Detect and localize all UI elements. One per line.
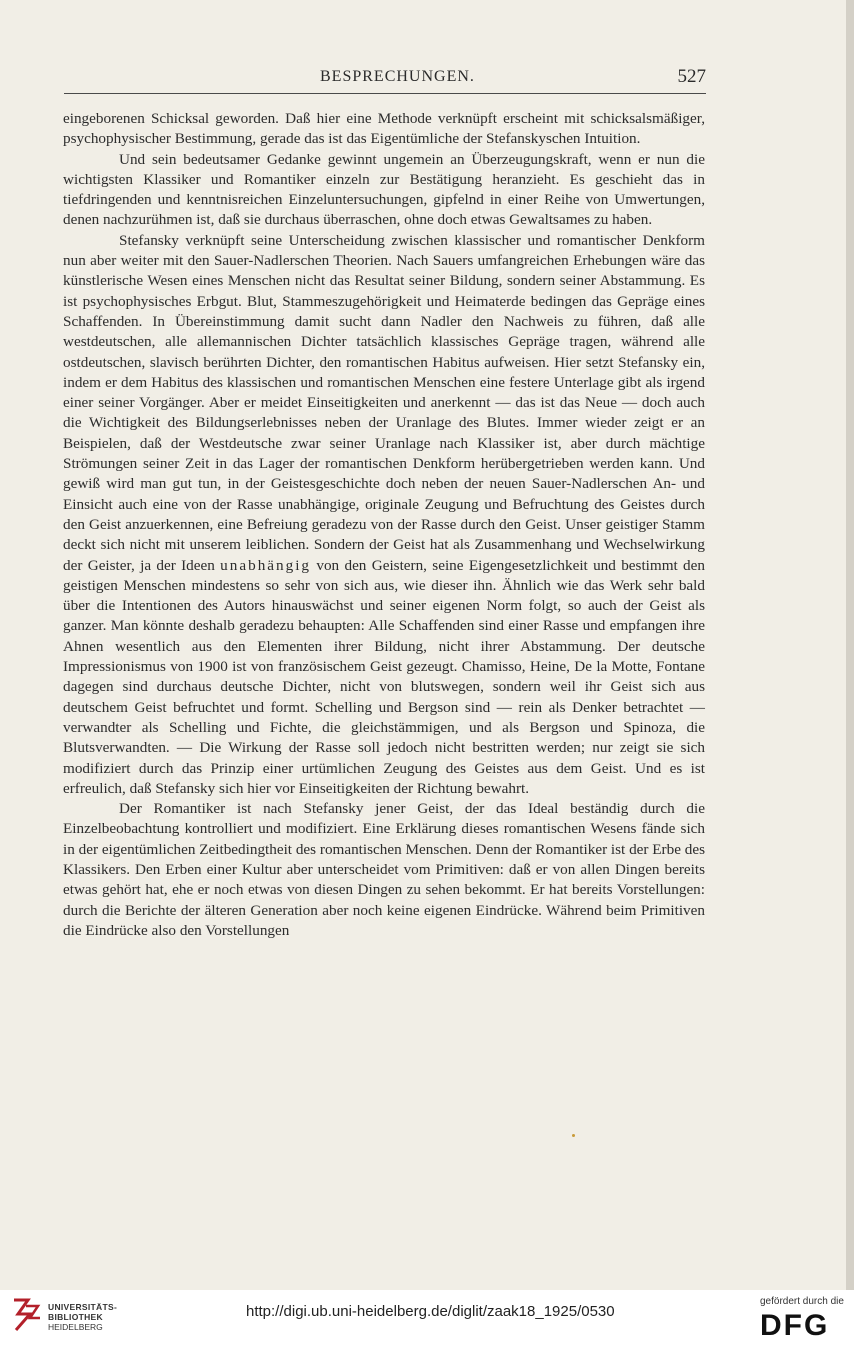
- viewer-footer: [0, 1290, 854, 1350]
- library-name: [48, 1302, 117, 1332]
- page-edge-shadow: [846, 0, 854, 1290]
- paragraph-3-part-1: Stefansky verknüpft seine Unterscheidung zwischen klassischer und romantischer Denkform nun aber weiter mit den Sauer-Nadlerschen Theorien. Nach Sauers umfangreichen Erhebungen wäre das künstlerische Wesen eines Menschen nicht das Resultat seiner Bildung, sondern seiner Abstammung. Es ist psychophysisches Erbgut. Blut, Stammeszugehörigkeit und Heimaterde bedingen das Gepräge eines Schaffenden. In Übereinstimmung damit sucht dann Nadler den Nachweis zu führen, daß alle westdeutschen, alle allemannischen Dichter tatsächlich klassisches Gepräge tragen, während alle ostdeutschen, slavisch berührten Dichter, den romantischen Habitus aufweisen. Hier setzt Stefansky ein, indem er dem Habitus des klassischen und romantischen Menschen eine festere Unterlage gibt als irgend einer seiner Vorgänger. Aber er meidet Einseitigkeiten und anerkennt — das ist das Neue — doch auch die Wichtigkeit des Bildungserlebnisses neben der Uranlage des Blutes. Immer wieder zeigt er an Beispielen, daß der Westdeutsche zwar seiner Uranlage nach Klassiker ist, aber durch mächtige Strömungen seiner Zeit in das Lager der romantischen Denkform herübergetrieben werden kann. Und gewiß wird man gut tun, in der Geistesgeschichte doch neben der neuen Sauer-Nadlerschen An- und Einsicht auch eine von der Rasse unabhängige, originale Zeugung und Befruchtung des Geistes durch den Geist anzuerkennen, eine Befreiung geradezu von der Rasse durch den Geist. Unser geistiger Stamm deckt sich nicht mit unserem leiblichen. Sondern der Geist hat als Zusammenhang und Wechselwirkung der Geister, ja der Ideen: [63, 231, 705, 574]
- page-number: 527: [677, 66, 706, 87]
- ink-speck: [572, 1134, 575, 1137]
- library-name-line-2: BIBLIOTHEK: [48, 1312, 103, 1322]
- funding-label: gefördert durch die: [760, 1296, 844, 1307]
- paragraph-3: [63, 231, 705, 799]
- emphasis-spaced-word: unabhängig: [220, 556, 312, 574]
- paragraph-3-part-2: von den Geistern, seine Eigengesetzlichkeit und bestimmt den geistigen Menschen mindestens so sehr von sich aus, wie dieser ihn. Ähnlich wie das Werk sehr bald über die Intentionen des Autors hinauswächst und seiner eigenen Norm folgt, so auch der Geist als ganzer. Man könnte deshalb geradezu behaupten: Alle Schaffenden sind einer Rasse und empfangen ihre Ahnen wesentlich aus den Elementen ihrer Bildung, nicht ihrer Abstammung. Der deutsche Impressionismus von 1900 ist von französischem Geist gezeugt. Chamisso, Heine, De la Motte, Fontane dagegen sind durchaus deutsche Dichter, nicht von blutswegen, sondern weil ihr Geist sich aus deutschem Geist befruchtet und formt. Schelling und Bergson sind — rein als Denker betrachtet — verwandter als Schelling und Fichte, die gleichstämmigen, und als Bergson und Spinoza, die Blutsverwandten. — Die Wirkung der Rasse soll jedoch nicht bestritten werden; nur zeigt sie sich modifiziert durch das Prinzip einer urtümlichen Zeugung des Geistes aus dem Geist. Und es ist erfreulich, daß Stefansky sich hier vor Einseitigkeiten der Richtung bewahrt.: [63, 556, 705, 797]
- paragraph-2: Und sein bedeutsamer Gedanke gewinnt ungemein an Überzeugungskraft, wenn er nun die wichtigsten Klassiker und Romantiker einzeln zur Bestätigung heranzieht. Es geschieht das in tiefdringenden und kenntnisreichen Einzeluntersuchungen, gipfelnd in einer Reihe von Umwertungen, denen nachzurühmen ist, daß sie durchaus überraschen, ohne doch etwas Gewaltsames zu haben.: [63, 150, 705, 229]
- header-rule: [64, 93, 706, 94]
- library-name-line-1: UNIVERSITÄTS-: [48, 1302, 118, 1312]
- university-library-logo-icon: [8, 1296, 44, 1334]
- article-body: [63, 109, 705, 941]
- paragraph-1: eingeborenen Schicksal geworden. Daß hier eine Methode verknüpft erscheint mit schicksalsmäßiger, psychophysischer Bestimmung, gerade das ist das Eigentümliche der Stefanskyschen Intuition.: [63, 110, 705, 148]
- header-title: BESPRECHUNGEN.: [320, 68, 475, 85]
- permalink-url[interactable]: http://digi.ub.uni-heidelberg.de/diglit/zaak18_1925/0530: [246, 1303, 615, 1320]
- library-name-line-3: HEIDELBERG: [48, 1322, 103, 1332]
- dfg-logo: DFG: [760, 1309, 830, 1342]
- paragraph-4: Der Romantiker ist nach Stefansky jener Geist, der das Ideal beständig durch die Einzelbeobachtung kontrolliert und modifiziert. Eine Erklärung dieses romantischen Wesens fände sich in der eigentümlichen Zeitbedingtheit des romantischen Menschen. Denn der Romantiker ist der Erbe des Klassikers. Den Erben einer Kultur aber unterscheidet vom Primitiven: daß er von allen Dingen bereits etwas gehört hat, ehe er noch etwas von diesen Dingen zu sehen bekommt. Er hat bereits Vorstellungen: durch die Berichte der älteren Generation aber noch keine eigenen Eindrücke. Während beim Primitiven die Eindrücke also den Vorstellungen: [63, 800, 705, 939]
- running-header: [64, 66, 706, 92]
